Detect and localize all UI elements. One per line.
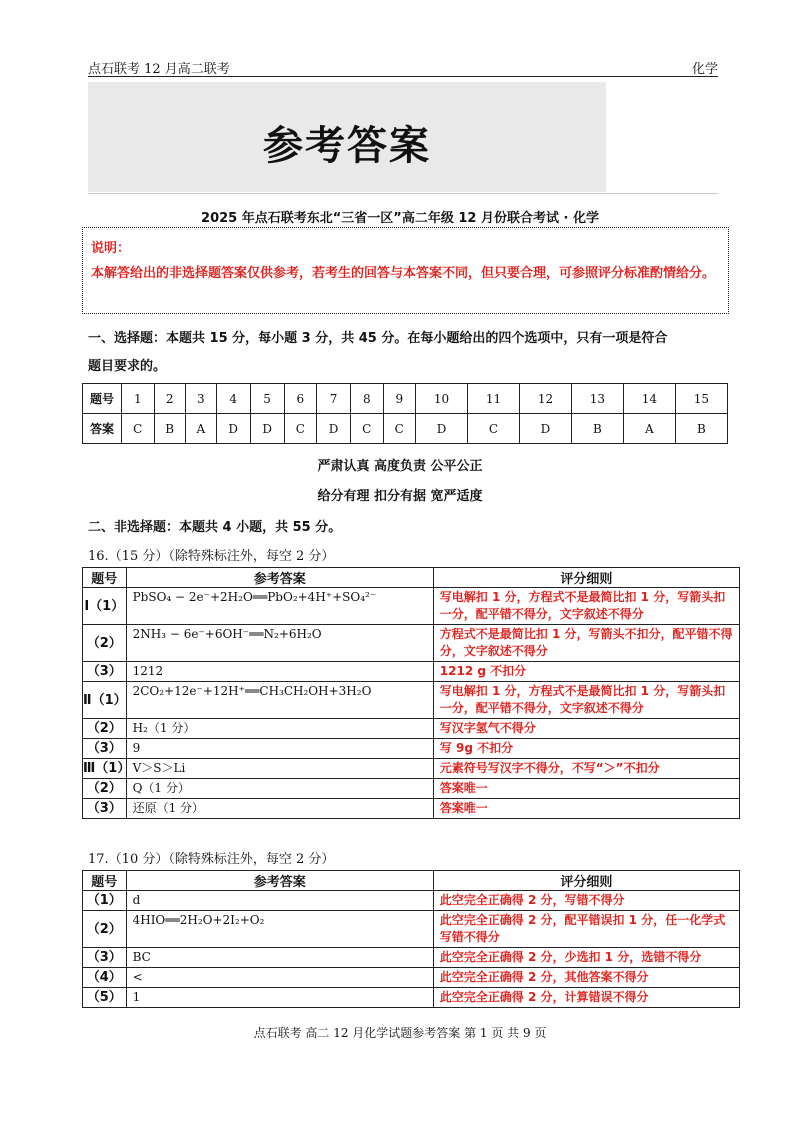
table-row xyxy=(83,779,740,799)
scoring-rule: 写汉字氢气不得分 xyxy=(433,719,739,739)
mc-number: 2 xyxy=(154,384,185,414)
mc-answer: B xyxy=(154,414,185,444)
answer-banner xyxy=(88,82,606,192)
mc-answer-row xyxy=(83,414,728,444)
section-1-line1: 一、选择题：本题共 15 分，每小题 3 分，共 45 分。在每小题给出的四个选项中，只有一项是符合 xyxy=(88,331,668,346)
reference-answer: 9 xyxy=(126,739,433,759)
mc-answer: B xyxy=(675,414,727,444)
note-body: 本解答给出的非选择题答案仅供参考，若考生的回答与本答案不同，但只要合理，可参照评分标准酌情给分。 xyxy=(91,266,716,281)
row-number: Ⅱ（1） xyxy=(83,682,127,719)
row-number: Ⅰ（1） xyxy=(83,588,127,625)
reference-answer: 2NH₃ − 6e⁻+6OH⁻══N₂+6H₂O xyxy=(126,625,433,662)
table-row xyxy=(83,739,740,759)
mc-answer: D xyxy=(216,414,250,444)
scoring-rule: 写电解扣 1 分，方程式不是最简比扣 1 分，写箭头扣一分，配平错不得分，文字叙述不得分 xyxy=(433,682,739,719)
scoring-rule: 答案唯一 xyxy=(433,799,739,819)
mc-answer: D xyxy=(416,414,468,444)
mc-number: 11 xyxy=(468,384,520,414)
row-number: （3） xyxy=(83,662,127,682)
q17-header-row xyxy=(83,871,740,891)
mc-answer: C xyxy=(351,414,384,444)
motto-line-2: 给分有理 扣分有据 宽严适度 xyxy=(317,489,483,504)
col-header-scoring: 评分细则 xyxy=(433,871,739,891)
row-number: （4） xyxy=(83,968,127,988)
q16-header-row xyxy=(83,568,740,588)
row-number: （2） xyxy=(83,719,127,739)
reference-answer: 1212 xyxy=(126,662,433,682)
reference-answer: BC xyxy=(126,948,433,968)
mc-number: 3 xyxy=(185,384,216,414)
banner-title: 参考答案 xyxy=(263,123,431,169)
row-number: （5） xyxy=(83,988,127,1008)
table-row xyxy=(83,968,740,988)
mc-number: 13 xyxy=(571,384,623,414)
row-number: Ⅲ（1） xyxy=(83,759,127,779)
reference-answer: H₂（1 分） xyxy=(126,719,433,739)
col-header-reference: 参考答案 xyxy=(126,568,433,588)
scoring-rule: 1212 g 不扣分 xyxy=(433,662,739,682)
table-row xyxy=(83,988,740,1008)
table-row xyxy=(83,719,740,739)
instruction-note xyxy=(82,227,729,314)
scoring-rule: 此空完全正确得 2 分，其他答案不得分 xyxy=(433,968,739,988)
col-header-reference: 参考答案 xyxy=(126,871,433,891)
q17-table xyxy=(82,870,740,1008)
table-row xyxy=(83,588,740,625)
reference-answer: 还原（1 分） xyxy=(126,799,433,819)
table-row xyxy=(83,948,740,968)
col-header-number: 题号 xyxy=(83,568,127,588)
mc-answer: D xyxy=(250,414,284,444)
mc-number: 15 xyxy=(675,384,727,414)
q17-heading: 17.（10 分）（除特殊标注外，每空 2 分） xyxy=(88,852,335,867)
row-number: （3） xyxy=(83,948,127,968)
section-1-line2: 题目要求的。 xyxy=(88,359,167,374)
scoring-rule: 答案唯一 xyxy=(433,779,739,799)
mc-number: 8 xyxy=(351,384,384,414)
multiple-choice-table xyxy=(82,383,728,444)
mc-number: 4 xyxy=(216,384,250,414)
row-number: （1） xyxy=(83,891,127,911)
q16-table xyxy=(82,567,740,819)
mc-number: 7 xyxy=(317,384,351,414)
scoring-rule: 写电解扣 1 分，方程式不是最简比扣 1 分，写箭头扣一分，配平错不得分，文字叙述不得分 xyxy=(433,588,739,625)
mc-number: 1 xyxy=(122,384,155,414)
table-row xyxy=(83,662,740,682)
table-row xyxy=(83,625,740,662)
mc-row-label-number: 题号 xyxy=(83,384,122,414)
scoring-rule: 写 9g 不扣分 xyxy=(433,739,739,759)
mc-answer: C xyxy=(284,414,317,444)
table-row xyxy=(83,759,740,779)
reference-answer: 4HIO══2H₂O+2I₂+O₂ xyxy=(126,911,433,948)
reference-answer: 1 xyxy=(126,988,433,1008)
mc-number-row xyxy=(83,384,728,414)
reference-answer: < xyxy=(126,968,433,988)
exam-title: 2025 年点石联考东北“三省一区”高二年级 12 月份联合考试 · 化学 xyxy=(201,211,599,226)
page-footer: 点石联考 高二 12 月化学试题参考答案 第 1 页 共 9 页 xyxy=(253,1026,547,1040)
page-header xyxy=(88,58,718,77)
reference-answer: d xyxy=(126,891,433,911)
mc-row-label-answer: 答案 xyxy=(83,414,122,444)
reference-answer: 2CO₂+12e⁻+12H⁺══CH₃CH₂OH+3H₂O xyxy=(126,682,433,719)
table-row xyxy=(83,911,740,948)
table-row xyxy=(83,799,740,819)
mc-number: 12 xyxy=(519,384,571,414)
scoring-rule: 元素符号写汉字不得分，不写“＞”不扣分 xyxy=(433,759,739,779)
mc-number: 10 xyxy=(416,384,468,414)
header-exam-name: 点石联考 12 月高二联考 xyxy=(88,62,230,77)
row-number: （2） xyxy=(83,911,127,948)
scoring-rule: 此空完全正确得 2 分，少选扣 1 分，选错不得分 xyxy=(433,948,739,968)
scoring-rule: 此空完全正确得 2 分，配平错误扣 1 分，任一化学式写错不得分 xyxy=(433,911,739,948)
reference-answer: Q（1 分） xyxy=(126,779,433,799)
scoring-rule: 方程式不是最简比扣 1 分，写箭头不扣分，配平错不得分，文字叙述不得分 xyxy=(433,625,739,662)
mc-number: 14 xyxy=(623,384,675,414)
col-header-scoring: 评分细则 xyxy=(433,568,739,588)
mc-answer: C xyxy=(383,414,416,444)
mc-answer: D xyxy=(519,414,571,444)
row-number: （3） xyxy=(83,739,127,759)
row-number: （3） xyxy=(83,799,127,819)
header-subject: 化学 xyxy=(691,62,718,77)
mc-answer: B xyxy=(571,414,623,444)
reference-answer: PbSO₄ − 2e⁻+2H₂O══PbO₂+4H⁺+SO₄²⁻ xyxy=(126,588,433,625)
q16-heading: 16.（15 分）（除特殊标注外，每空 2 分） xyxy=(88,549,335,564)
scoring-rule: 此空完全正确得 2 分，计算错误不得分 xyxy=(433,988,739,1008)
table-row xyxy=(83,891,740,911)
col-header-number: 题号 xyxy=(83,871,127,891)
section-1-heading xyxy=(88,330,728,376)
mc-answer: A xyxy=(185,414,216,444)
mc-answer: A xyxy=(623,414,675,444)
table-row xyxy=(83,682,740,719)
mc-answer: C xyxy=(122,414,155,444)
section-2-heading: 二、非选择题：本题共 4 小题，共 55 分。 xyxy=(88,520,342,535)
note-title: 说明： xyxy=(91,241,131,256)
scoring-rule: 此空完全正确得 2 分，写错不得分 xyxy=(433,891,739,911)
mc-number: 5 xyxy=(250,384,284,414)
mc-answer: C xyxy=(468,414,520,444)
row-number: （2） xyxy=(83,625,127,662)
mc-number: 6 xyxy=(284,384,317,414)
row-number: （2） xyxy=(83,779,127,799)
mc-answer: D xyxy=(317,414,351,444)
reference-answer: V＞S＞Li xyxy=(126,759,433,779)
divider xyxy=(88,193,718,194)
mc-number: 9 xyxy=(383,384,416,414)
motto-line-1: 严肃认真 高度负责 公平公正 xyxy=(317,459,483,474)
